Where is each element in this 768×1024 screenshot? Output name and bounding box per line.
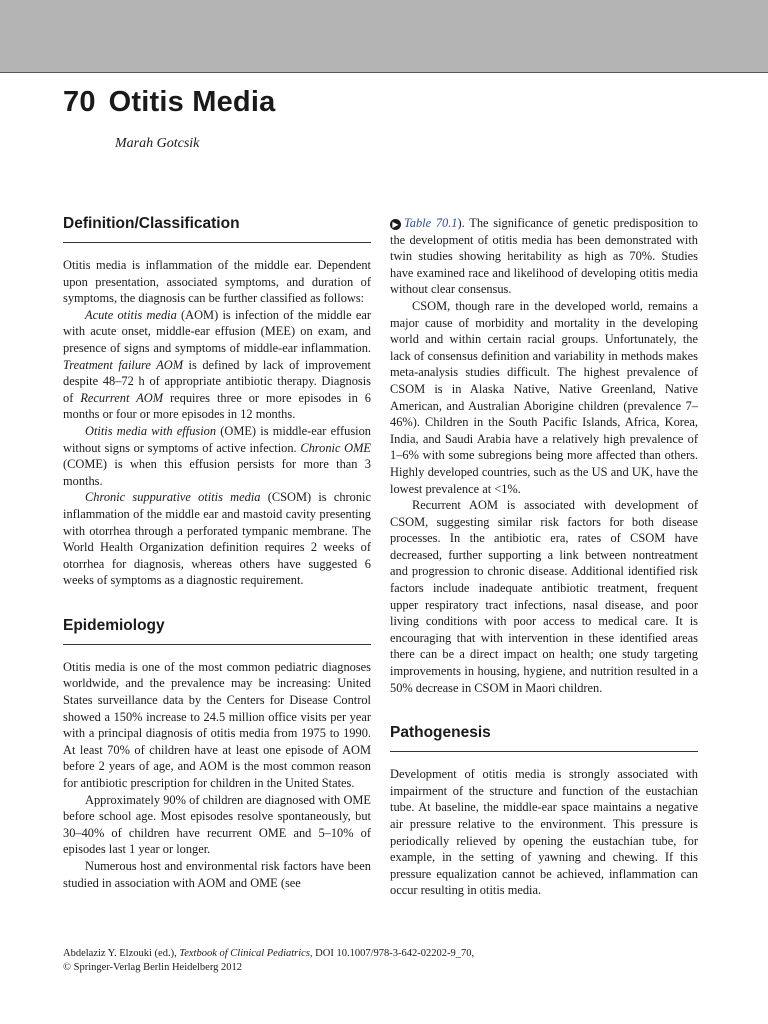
copyright-line: © Springer-Verlag Berlin Heidelberg 2012 — [63, 962, 243, 973]
section-heading-epidemiology: Epidemiology — [63, 617, 371, 645]
paragraph: Acute otitis media (AOM) is infection of the middle ear with acute onset, middle-ear effusion (MEE) on exam, and presence of signs and symptoms of middle-ear inflammation. Treatment failure AOM is defined by lack of improvement despite 48–72 h of appropriate antibiotic therapy. Diagnosis of Recurrent AOM requires three or more episodes in 6 months or four or more episodes in 12 months. — [63, 307, 372, 422]
chapter-title — [63, 86, 275, 119]
chapter-title-text: Otitis Media — [108, 86, 276, 118]
paragraph: Recurrent AOM is associated with development of CSOM, suggesting similar risk factors for both disease processes. In the antibiotic era, rates of CSOM have decreased, further supporting a link between nontreatment and progression to chronic disease. Additional identified risk factors include inadequate antibiotic treatment, frequent upper respiratory tract infections, nasal disease, and poor living conditions with poor access to medical care. It is encouraging that with intervention in these identified areas there can be a direct impact on health; one study targeting improvements in housing, hygiene, and nutrition resulted in a 50% decrease in CSOM in Maori children. — [390, 498, 698, 695]
left-column — [63, 215, 371, 891]
right-column — [390, 215, 698, 899]
citation-line: Abdelaziz Y. Elzouki (ed.), Textbook of Clinical Pediatrics, DOI 10.1007/978-3-642-02202-9_70, — [63, 948, 475, 959]
paragraph: Otitis media is one of the most common pediatric diagnoses worldwide, and the prevalence may be increasing: United States surveillance data by the Centers for Disease Control showed a 150% increase to 24.5 million office visits per year with a principal diagnosis of otitis media from 1975 to 1990. At least 70% of children have at least one episode of AOM before 2 years of age, and AOM is the most common reason for antibiotic prescription for children in the United States. — [63, 659, 371, 791]
cross-reference-arrow-icon: ▶ — [390, 219, 401, 230]
paragraph: CSOM, though rare in the developed world, remains a major cause of morbidity and mortality in the developing world and within certain racial groups. Unfortunately, the lack of consensus definition and variability in methods makes meta-analysis studies difficult. The highest prevalence of CSOM is in Alaska Native, Native Greenland, Native American, and Australian Aborigine children (prevalence 7–46%). Children in the South Pacific Islands, Africa, Korea, India, and Saudi Arabia have a relatively high prevalence of 1–6% with some subregions being more affected than others. Highly developed countries, such as the US and UK, have the lowest prevalence at <1%. — [390, 298, 698, 496]
header-band — [0, 0, 768, 73]
paragraph: Development of otitis media is strongly associated with impairment of the structure and function of the eustachian tube. At baseline, the middle-ear space maintains a negative air pressure relative to the environment. This pressure is periodically relieved by opening the eustachian tube, for example, in the setting of yawning and chewing. If this pressure equalization cannot be achieved, inflammation can occur resulting in otitis media. — [390, 767, 698, 898]
chapter-number: 70 — [63, 86, 96, 118]
section-heading-definition: Definition/Classification — [63, 215, 371, 243]
paragraph: Otitis media is inflammation of the middle ear. Dependent upon presentation, associated symptoms, and duration of symptoms, the diagnosis can be further classified as follows: — [63, 258, 371, 306]
citation-footer — [63, 947, 703, 975]
author-name: Marah Gotcsik — [115, 136, 200, 151]
paragraph: Numerous host and environmental risk factors have been studied in association with AOM and OME (see — [63, 859, 371, 890]
paragraph: Approximately 90% of children are diagnosed with OME before school age. Most episodes resolve spontaneously, but 30–40% of children have recurrent OME and 5–10% of episodes last 1 year or longer. — [63, 792, 371, 857]
paragraph: Otitis media with effusion (OME) is middle-ear effusion without signs or symptoms of active infection. Chronic OME (COME) is when this effusion persists for more than 3 months. — [63, 423, 371, 488]
section-heading-pathogenesis: Pathogenesis — [390, 724, 698, 752]
paragraph: ▶ Table 70.1). The significance of genetic predisposition to the development of otitis media has been demonstrated with twin studies showing heritability as high as 70%. Studies have examined race and likelihood of developing otitis media without clear consensus. — [390, 216, 699, 297]
paragraph: Chronic suppurative otitis media (CSOM) is chronic inflammation of the middle ear and mastoid cavity presenting with otorrhea through a perforated tympanic membrane. The World Health Organization definition requires 2 weeks of otorrhea for diagnosis, whereas others have suggested 6 weeks of symptoms as a diagnostic requirement. — [63, 490, 371, 588]
table-reference-link[interactable]: Table 70.1 — [404, 216, 458, 230]
